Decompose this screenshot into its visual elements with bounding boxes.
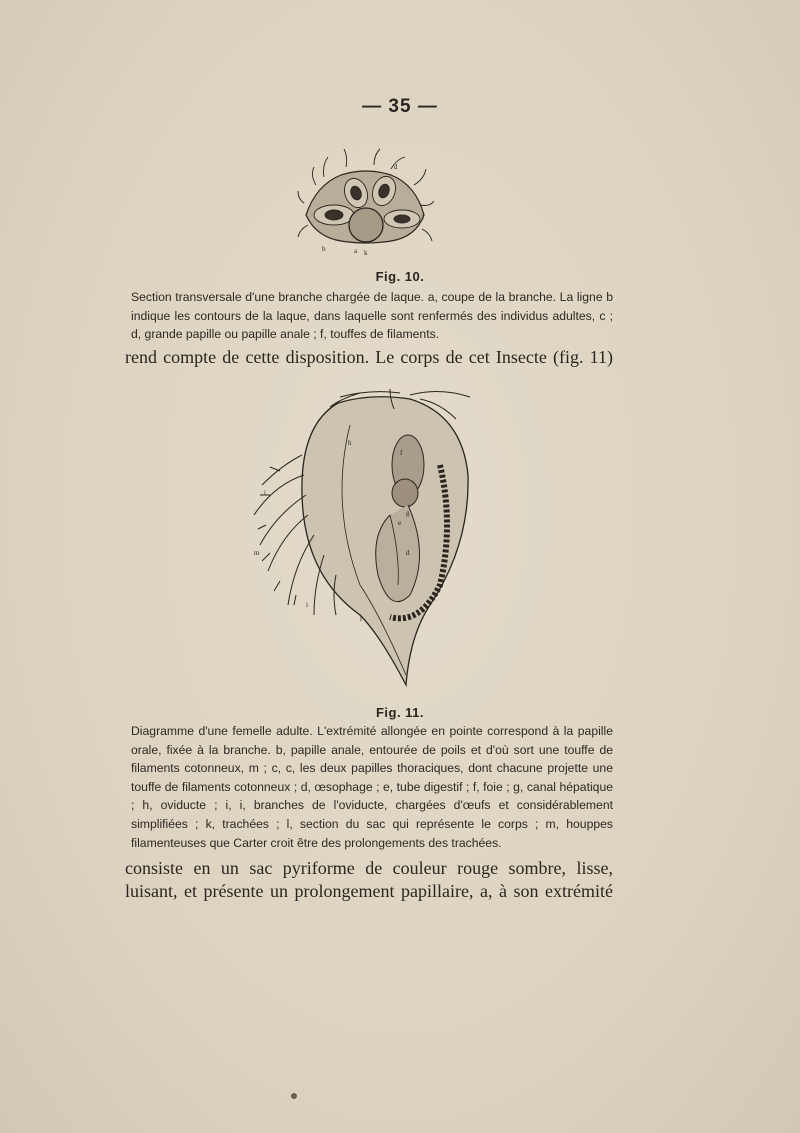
page-number: — 35 — xyxy=(362,96,438,117)
figure-10-caption: Section transversale d'une branche chargée de laque. a, coupe de la branche. La ligne b indique les contours de la laque, dans laquelle sont renfermés des individus adultes, c ; d, grande papille ou papille anale ; f, touffes de filaments. xyxy=(131,290,613,342)
svg-text:a: a xyxy=(354,247,358,255)
svg-text:f: f xyxy=(422,213,425,221)
svg-text:h: h xyxy=(348,439,352,447)
body-text-after-figure-11: consiste en un sac pyriforme de couleur rouge sombre, lisse, luisant, et présente un prolongement papillaire, a, à son extrémité xyxy=(125,858,613,901)
svg-text:l: l xyxy=(360,615,362,623)
svg-text:m: m xyxy=(254,549,260,557)
svg-text:k: k xyxy=(364,249,368,257)
svg-text:g: g xyxy=(406,509,410,517)
svg-text:i: i xyxy=(264,489,266,497)
figure-10-label: Fig. 10. xyxy=(375,269,425,284)
figure-10-illustration xyxy=(296,145,436,257)
svg-text:f: f xyxy=(400,449,403,457)
svg-text:d: d xyxy=(406,549,410,557)
svg-text:b: b xyxy=(322,245,326,253)
figure-11-label: Fig. 11. xyxy=(375,705,425,720)
svg-text:d: d xyxy=(394,163,398,171)
page-mark xyxy=(291,1093,297,1099)
figure-11-caption: Diagramme d'une femelle adulte. L'extrémité allongée en pointe correspond à la papille orale, fixée à la branche. b, papille anale, entourée de poils et d'où sort une touffe de filaments cotonneux, m ; c, c, les deux papilles thoraciques, dont chacune projette une touffe de filaments cotonneux ; d, œsophage ; e, tube digestif ; f, foie ; g, canal hépatique ; h, oviducte ; i, i, branches de l'oviducte, chargées d'œufs et considérablement simplifiées ; k, trachées ; l, section du sac qui représente le corps ; m, houppes filamenteuses que Carter croit être des prolongements des trachées. xyxy=(131,724,613,850)
svg-text:e: e xyxy=(398,519,402,527)
svg-text:i: i xyxy=(306,601,308,609)
body-text-before-figure-11: rend compte de cette disposition. Le corps de cet Insecte (fig. 11) xyxy=(125,347,613,367)
figure-11-illustration xyxy=(240,385,480,687)
